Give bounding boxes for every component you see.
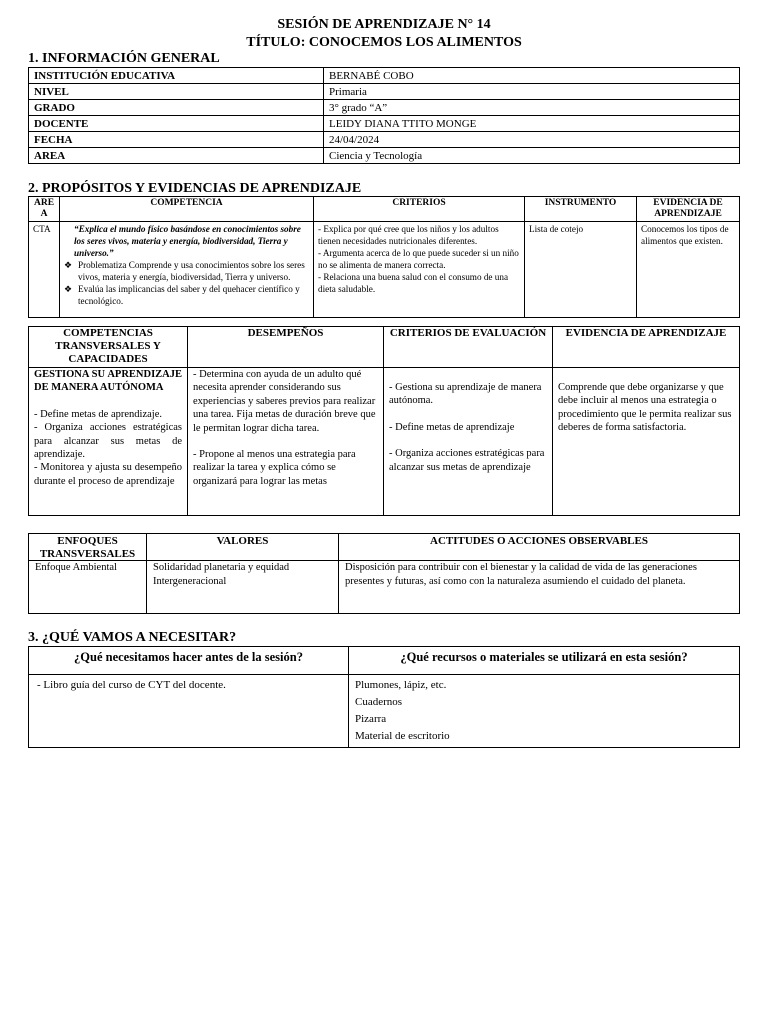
col-header-actitudes: ACTITUDES O ACCIONES OBSERVABLES — [339, 534, 740, 561]
section-3-heading: 3. ¿QUÉ VAMOS A NECESITAR? — [28, 630, 237, 645]
competencia-item: ❖ Evalúa las implicancias del saber y del quehacer científico y tecnológico. — [64, 284, 300, 306]
info-row-docente — [29, 116, 740, 132]
info-label: NIVEL — [29, 84, 324, 100]
capacidad-item: - Organiza acciones estratégicas para alcanzar sus metas de aprendizaje. — [34, 422, 182, 461]
general-info-table — [28, 67, 740, 164]
antes-cell — [29, 675, 349, 748]
criterio-evaluacion-item: - Organiza acciones estratégicas para alcanzar sus metas de aprendizaje — [389, 448, 545, 473]
col-header-antes: ¿Qué necesitamos hacer antes de la sesión? — [29, 647, 349, 675]
recurso-item: Plumones, lápiz, etc. — [355, 679, 447, 691]
col-header-enfoques: ENFOQUES TRANSVERSALES — [29, 534, 147, 561]
competencia-title: “Explica el mundo físico basándose en conocimientos sobre los seres vivos, materia y energía, biodiversidad, Tierra y universo.” — [74, 224, 301, 258]
needs-table — [28, 646, 740, 748]
col-header-instrumento: INSTRUMENTO — [525, 197, 637, 222]
criterio-evaluacion-item: - Define metas de aprendizaje — [389, 421, 515, 433]
recursos-cell — [349, 675, 740, 748]
enfoque-cell: Enfoque Ambiental — [29, 561, 147, 614]
purposes-table — [28, 196, 740, 318]
col-header-desempenos: DESEMPEÑOS — [188, 327, 384, 368]
capacidad-item: - Monitorea y ajusta su desempeño durante el proceso de aprendizaje — [34, 462, 182, 487]
recurso-item: Material de escritorio — [355, 730, 450, 742]
evidencia-aprendizaje-cell — [553, 368, 740, 516]
info-row-institucion — [29, 68, 740, 84]
info-label: AREA — [29, 148, 324, 164]
col-header-criterios: CRITERIOS — [314, 197, 525, 222]
capacidad-item: - Define metas de aprendizaje. — [34, 408, 162, 420]
info-row-area — [29, 148, 740, 164]
info-value: Primaria — [324, 84, 740, 100]
info-value: 24/04/2024 — [324, 132, 740, 148]
competencia-item: ❖ Problematiza Comprende y usa conocimientos sobre los seres vivos, materia y energía, biodiversidad, Tierra y universo. — [64, 260, 305, 282]
transversal-competencies-table — [28, 326, 740, 516]
info-value: 3° grado “A” — [324, 100, 740, 116]
info-value: Ciencia y Tecnología — [324, 148, 740, 164]
col-header-competencias-transversales: COMPETENCIAS TRANSVERSALES Y CAPACIDADES — [29, 327, 188, 368]
col-header-evidencia-aprendizaje: EVIDENCIA DE APRENDIZAJE — [553, 327, 740, 368]
col-header-recursos: ¿Qué recursos o materiales se utilizará en esta sesión? — [349, 647, 740, 675]
section-2-heading: 2. PROPÓSITOS Y EVIDENCIAS DE APRENDIZAJE — [28, 181, 362, 196]
col-header-criterios-evaluacion: CRITERIOS DE EVALUACIÓN — [384, 327, 553, 368]
info-row-grado — [29, 100, 740, 116]
criterios-evaluacion-cell — [384, 368, 553, 516]
info-label: GRADO — [29, 100, 324, 116]
instrumento-cell: Lista de cotejo — [525, 222, 637, 318]
col-header-valores: VALORES — [147, 534, 339, 561]
col-header-evidencia: EVIDENCIA DE APRENDIZAJE — [637, 197, 740, 222]
recurso-item: Pizarra — [355, 713, 387, 725]
criterio-item: - Argumenta acerca de lo que puede suceder si un niño no se alimenta de manera correcta. — [318, 248, 519, 270]
competencia-transversal-title: GESTIONA SU APRENDIZAJE DE MANERA AUTÓNOMA — [34, 369, 182, 394]
competencia-cell — [60, 222, 314, 318]
info-row-fecha — [29, 132, 740, 148]
criterio-item: - Relaciona una buena salud con el consumo de una dieta saludable. — [318, 272, 509, 294]
criterios-cell — [314, 222, 525, 318]
actitudes-cell: Disposición para contribuir con el bienestar y la calidad de vida de las generaciones presentes y futuras, así como con la naturaleza asumiendo el cuidado del planeta. — [339, 561, 740, 614]
criterio-item: - Explica por qué cree que los niños y los adultos tienen necesidades nutricionales diferentes. — [318, 224, 499, 246]
session-number: SESIÓN DE APRENDIZAJE N° 14 — [277, 17, 491, 32]
session-title: TÍTULO: CONOCEMOS LOS ALIMENTOS — [246, 35, 522, 50]
desempenos-cell — [188, 368, 384, 516]
info-row-nivel — [29, 84, 740, 100]
diamond-bullet-icon: ❖ — [64, 260, 73, 270]
enfoques-table — [28, 533, 740, 614]
info-label: INSTITUCIÓN EDUCATIVA — [29, 68, 324, 84]
info-value: BERNABÉ COBO — [324, 68, 740, 84]
valores-cell: Solidaridad planetaria y equidad Intergeneracional — [147, 561, 339, 614]
info-label: FECHA — [29, 132, 324, 148]
diamond-bullet-icon: ❖ — [64, 284, 73, 294]
info-label: DOCENTE — [29, 116, 324, 132]
info-value: LEIDY DIANA TTITO MONGE — [324, 116, 740, 132]
area-cell: CTA — [29, 222, 60, 318]
evidencia-aprendizaje-text: Comprende que debe organizarse y que debe incluir al menos una estrategia o procedimiento que le permita realizar sus deberes de forma satisfactoria. — [558, 382, 732, 434]
section-1-heading: 1. INFORMACIÓN GENERAL — [28, 51, 220, 66]
col-header-area: ARE A — [29, 197, 60, 222]
antes-item: - Libro guía del curso de CYT del docente. — [37, 679, 226, 691]
desempeno-item: - Propone al menos una estrategia para realizar la tarea y explica cómo se organizará para lograr las metas — [193, 449, 356, 487]
competencias-transversales-cell — [29, 368, 188, 516]
col-header-competencia: COMPETENCIA — [60, 197, 314, 222]
evidencia-cell: Conocemos los tipos de alimentos que existen. — [637, 222, 740, 318]
criterio-evaluacion-item: - Gestiona su aprendizaje de manera autónoma. — [389, 382, 542, 407]
desempeno-item: - Determina con ayuda de un adulto qué necesita aprender considerando sus experiencias y saberes previos para realizar una tarea. Fija metas de duración breve que le permitan lograr dicha tarea. — [193, 369, 376, 434]
recurso-item: Cuadernos — [355, 696, 403, 708]
